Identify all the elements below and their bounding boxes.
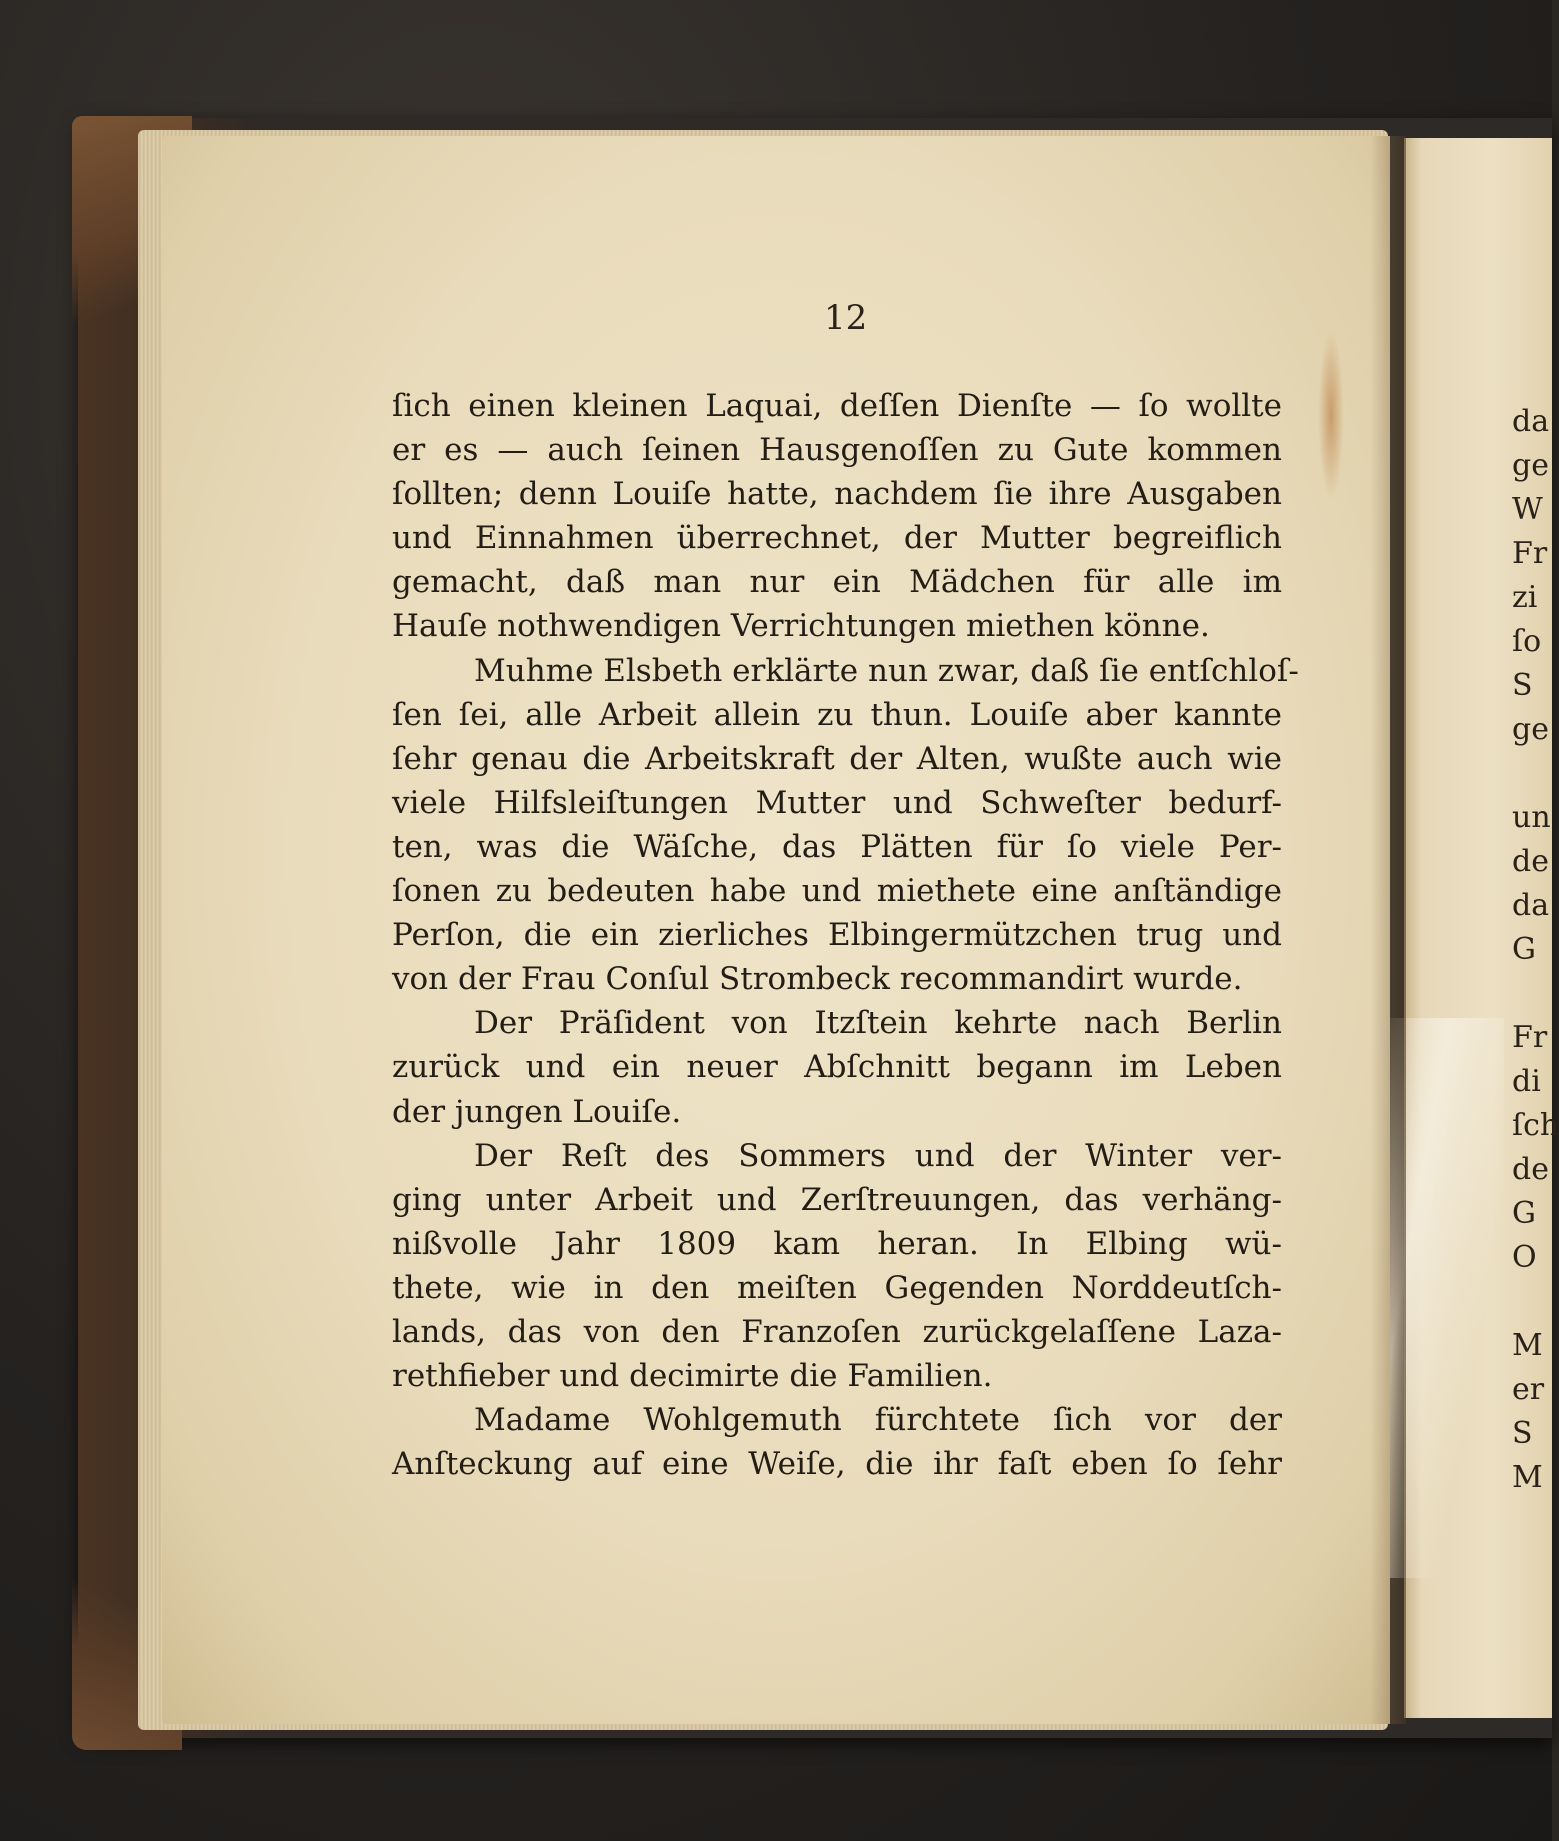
facing-text-fragment: G [1512,1196,1536,1231]
text-line: Hauſe nothwendigen Verrichtungen miethen könne. [392,608,1210,645]
facing-text-fragment: W [1512,492,1543,527]
text-line: ten, was die Wäſche, das Plätten für ſo viele Per- [392,828,1282,865]
text-line: thete, wie in den meiſten Gegenden Norddeutſch- [392,1269,1282,1306]
facing-text-fragment: S [1512,668,1533,703]
text-line: nißvolle Jahr 1809 kam heran. In Elbing wü- [392,1225,1282,1262]
text-line: rethfieber und decimirte die Familien. [392,1358,993,1395]
text-line: Der Reſt des Sommers und der Winter ver- [474,1137,1282,1174]
text-line: ſonen zu bedeuten habe und miethete eine anſtändige [392,873,1282,910]
page-gutter [1370,136,1406,1724]
page-stain [1318,330,1344,500]
facing-text-fragment: ge [1512,712,1549,747]
text-line: ſen ſei, alle Arbeit allein zu thun. Louiſe aber kannte [392,696,1282,733]
facing-text-fragment: O [1512,1240,1537,1275]
facing-text-fragment: di [1512,1064,1541,1099]
text-line: Madame Wohlgemuth fürchtete ſich vor der [474,1402,1282,1439]
text-line: gemacht, daß man nur ein Mädchen für alle im [392,564,1282,601]
text-line: Anſteckung auf eine Weiſe, die ihr faſt eben ſo ſehr [392,1446,1282,1483]
text-line: viele Hilfsleiſtungen Mutter und Schweſter bedurf- [392,784,1282,821]
text-line: ſollten; denn Louiſe hatte, nachdem ſie ihre Ausgaben [392,476,1282,513]
facing-text-fragment: S [1512,1416,1533,1451]
facing-text-fragment: da [1512,888,1550,923]
facing-text-fragment: de [1512,844,1549,879]
text-line: zurück und ein neuer Abſchnitt begann im Leben [392,1049,1282,1086]
facing-text-fragment: Fr [1512,1020,1548,1055]
facing-text-fragment: zi [1512,580,1538,615]
facing-text-fragment: da [1512,404,1550,439]
text-line: ging unter Arbeit und Zerſtreuungen, das verhäng- [392,1181,1282,1218]
text-line: Perſon, die ein zierliches Elbingermützchen trug und [392,917,1282,954]
text-line: von der Frau Conſul Strombeck recommandirt wurde. [392,961,1243,998]
text-line: ſehr genau die Arbeitskraft der Alten, wußte auch wie [392,740,1282,777]
text-line: Der Präſident von Itzſtein kehrte nach Berlin [474,1005,1282,1042]
text-line: und Einnahmen überrechnet, der Mutter begreiflich [392,520,1282,557]
facing-text-fragment: er [1512,1372,1545,1407]
facing-text-fragment: ge [1512,448,1549,483]
facing-text-fragment: M [1512,1460,1543,1495]
facing-text-fragment: ſo [1512,624,1542,659]
text-line: er es — auch ſeinen Hausgenoſſen zu Gute kommen [392,432,1282,469]
facing-text-fragment: G [1512,932,1536,967]
text-line: der jungen Louiſe. [392,1093,682,1130]
facing-text-fragment: M [1512,1328,1543,1363]
page-text [392,384,1299,1486]
text-line: Muhme Elsbeth erklärte nun zwar, daß ſie entſchloſ- [474,652,1299,689]
facing-page-text [1512,400,1559,1500]
page-number: 12 [824,298,868,338]
facing-text-fragment: Fr [1512,536,1548,571]
text-line: ſich einen kleinen Laquai, deſſen Dienſte — ſo wollte [392,388,1282,424]
facing-text-fragment: de [1512,1152,1549,1187]
facing-text-fragment: ſch [1512,1108,1559,1143]
facing-text-fragment: un [1512,800,1551,835]
text-line: lands, das von den Franzoſen zurückgelaſſene Laza- [392,1313,1282,1350]
